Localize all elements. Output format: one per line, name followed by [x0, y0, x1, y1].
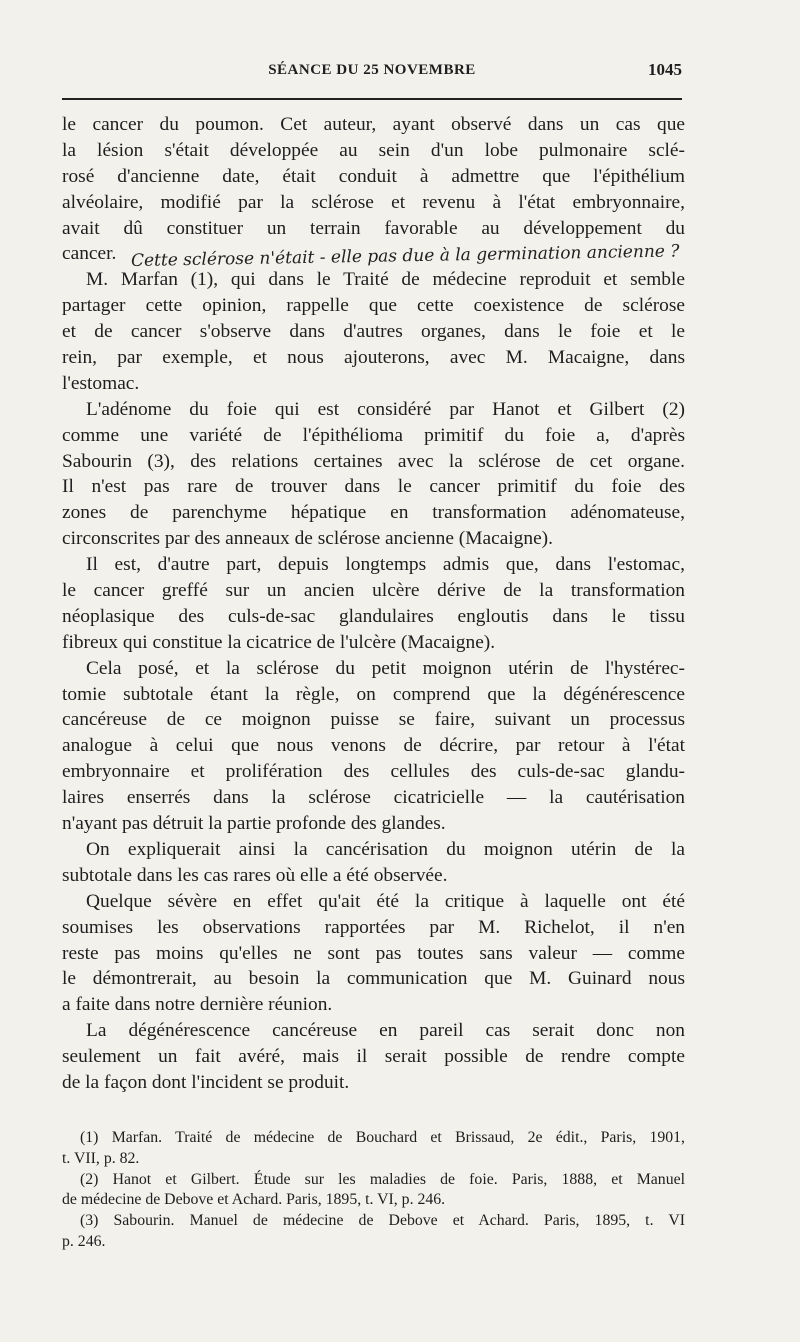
page-header	[62, 58, 682, 92]
text-line: fibreux qui constitue la cicatrice de l'ulcère (Macaigne).	[62, 631, 496, 653]
text-line: rosé d'ancienne date, était conduit à admettre que l'épithélium	[62, 165, 685, 187]
text-line: On expliquerait ainsi la cancérisation du moignon utérin de la	[86, 838, 685, 860]
text-line: embryonnaire et prolifération des cellules des culs-de-sac glandu-	[62, 761, 685, 783]
handwritten-annotation: Cette sclérose n'était - elle pas due à la germination ancienne ?	[130, 241, 680, 271]
text-line: l'estomac.	[62, 372, 140, 394]
footnote-line: de médecine de Debove et Achard. Paris, 1895, t. VI, p. 246.	[62, 1191, 446, 1209]
text-line: Sabourin (3), des relations certaines avec la sclérose de cet organe.	[62, 450, 685, 472]
page-number: 1045	[648, 60, 682, 79]
text-line: cancéreuse de ce moignon puisse se faire, suivant un processus	[62, 709, 685, 731]
footnote-line: (2) Hanot et Gilbert. Étude sur les maladies de foie. Paris, 1888, et Manuel	[80, 1170, 685, 1188]
text-line: le démontrerait, au besoin la communication que M. Guinard nous	[62, 968, 685, 990]
footnote-line: (1) Marfan. Traité de médecine de Bouchard et Brissaud, 2e édit., Paris, 1901,	[80, 1129, 685, 1146]
running-title: SÉANCE DU 25 NOVEMBRE	[268, 62, 476, 78]
text-line: Il est, d'autre part, depuis longtemps admis que, dans l'estomac,	[86, 554, 685, 576]
footnote-line: (3) Sabourin. Manuel de médecine de Debove et Achard. Paris, 1895, t. VI	[80, 1212, 685, 1230]
footnotes	[62, 1128, 685, 1253]
text-line: rein, par exemple, et nous ajouterons, avec M. Macaigne, dans	[62, 347, 685, 369]
text-line: partager cette opinion, rappelle que cette coexistence de sclérose	[62, 295, 685, 317]
text-line: n'ayant pas détruit la partie profonde des glandes.	[62, 813, 446, 835]
text-line: néoplasique des culs-de-sac glandulaires engloutis dans le tissu	[62, 605, 685, 627]
text-line: le cancer greffé sur un ancien ulcère dérive de la transformation	[62, 580, 685, 602]
text-line: a faite dans notre dernière réunion.	[62, 994, 333, 1016]
text-line: avait dû constituer un terrain favorable au développement du	[62, 217, 685, 239]
text-line: la lésion s'était développée au sein d'un lobe pulmonaire sclé-	[62, 139, 685, 161]
text-line: cancer.	[62, 243, 117, 265]
text-line: seulement un fait avéré, mais il serait possible de rendre compte	[62, 1046, 685, 1068]
text-line: tomie subtotale étant la règle, on comprend que la dégénérescence	[62, 683, 685, 705]
text-line: de la façon dont l'incident se produit.	[62, 1071, 350, 1093]
text-line: le cancer du poumon. Cet auteur, ayant observé dans un cas que	[62, 114, 685, 135]
footnote-line: t. VII, p. 82.	[62, 1149, 140, 1167]
text-line: L'adénome du foie qui est considéré par Hanot et Gilbert (2)	[86, 398, 685, 420]
text-line: subtotale dans les cas rares où elle a été observée.	[62, 864, 448, 886]
text-line: laires enserrés dans la sclérose cicatricielle — la cautérisation	[62, 787, 685, 809]
text-line: zones de parenchyme hépatique en transformation adénomateuse,	[62, 502, 685, 524]
text-line: Cela posé, et la sclérose du petit moignon utérin de l'hystérec-	[86, 657, 685, 679]
text-line: et de cancer s'observe dans d'autres organes, dans le foie et le	[62, 321, 685, 343]
text-line: La dégénérescence cancéreuse en pareil cas serait donc non	[86, 1020, 685, 1042]
text-line: soumises les observations rapportées par M. Richelot, il n'en	[62, 916, 685, 938]
text-line: reste pas moins qu'elles ne sont pas toutes sans valeur — comme	[62, 942, 685, 964]
text-line: circonscrites par des anneaux de sclérose ancienne (Macaigne).	[62, 528, 553, 550]
text-line: M. Marfan (1), qui dans le Traité de médecine reproduit et semble	[86, 269, 685, 291]
text-line: alvéolaire, modifié par la sclérose et revenu à l'état embryonnaire,	[62, 191, 685, 213]
header-rule	[62, 98, 682, 100]
text-line: Il n'est pas rare de trouver dans le cancer primitif du foie des	[62, 476, 685, 498]
text-line: analogue à celui que nous venons de décrire, par retour à l'état	[62, 735, 685, 757]
text-line: comme une variété de l'épithélioma primitif du foie a, d'après	[62, 424, 685, 446]
footnote-line: p. 246.	[62, 1232, 106, 1250]
text-line: Quelque sévère en effet qu'ait été la critique à laquelle ont été	[86, 890, 685, 912]
